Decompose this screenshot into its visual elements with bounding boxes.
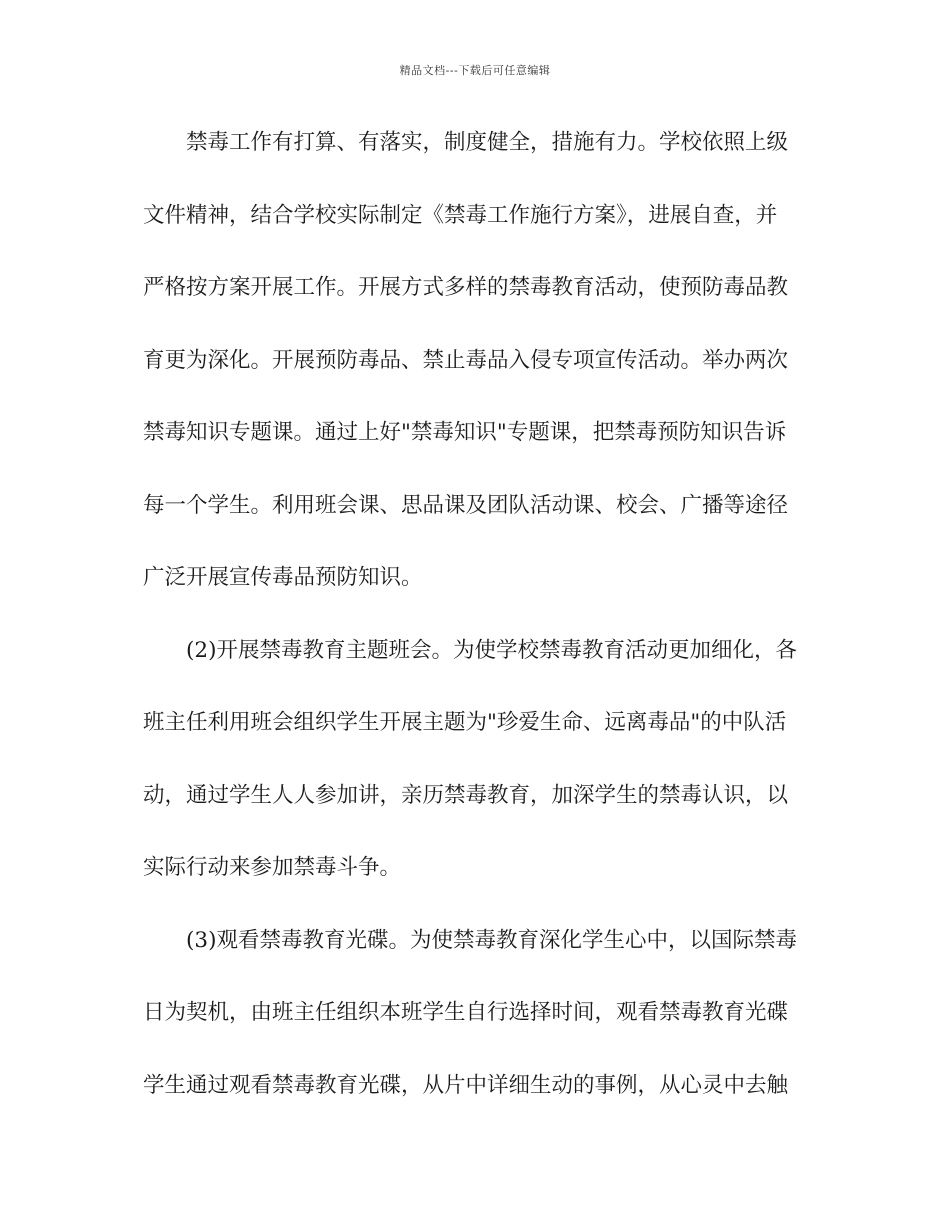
paragraph-1-line-5: 禁毒知识专题课。通过上好"禁毒知识"专题课，把禁毒预防知识告诉 (143, 420, 787, 445)
paragraph-1-line-7: 广泛开展宣传毒品预防知识。 (143, 565, 423, 590)
paragraph-1-line-2: 文件精神，结合学校实际制定《禁毒工作施行方案》，进展自查，并 (143, 202, 778, 228)
paragraph-3-line-1: (3)观看禁毒教育光碟。为使禁毒教育深化学生心中，以国际禁毒 (186, 927, 797, 953)
paragraph-2-line-1: (2)开展禁毒教育主题班会。为使学校禁毒教育活动更加细化，各 (186, 637, 797, 663)
paragraph-2-line-3: 动，通过学生人人参加讲，亲历禁毒教育，加深学生的禁毒认识，以 (143, 782, 789, 808)
paragraph-1-line-3: 严格按方案开展工作。开展方式多样的禁毒教育活动，使预防毒品教 (143, 275, 789, 300)
paragraph-1-line-1: 禁毒工作有打算、有落实，制度健全，措施有力。学校依照上级 (186, 130, 789, 155)
paragraph-3-line-3: 学生通过观看禁毒教育光碟，从片中详细生动的事例，从心灵中去触 (143, 1072, 789, 1098)
paragraph-2-line-4: 实际行动来参加禁毒斗争。 (143, 855, 402, 880)
paragraph-1-line-6: 每一个学生。利用班会课、思品课及团队活动课、校会、广播等途径 (143, 492, 789, 518)
paragraph-3-line-2: 日为契机，由班主任组织本班学生自行选择时间，观看禁毒教育光碟 (143, 1000, 789, 1025)
paragraph-2-line-2: 班主任利用班会组织学生开展主题为"珍爱生命、远离毒品"的中队活 (143, 710, 787, 735)
document-body (143, 112, 813, 1127)
page-header: 精品文档---下载后可任意编辑 (399, 64, 551, 77)
paragraph-1-line-4: 育更为深化。开展预防毒品、禁止毒品入侵专项宣传活动。举办两次 (143, 347, 789, 373)
